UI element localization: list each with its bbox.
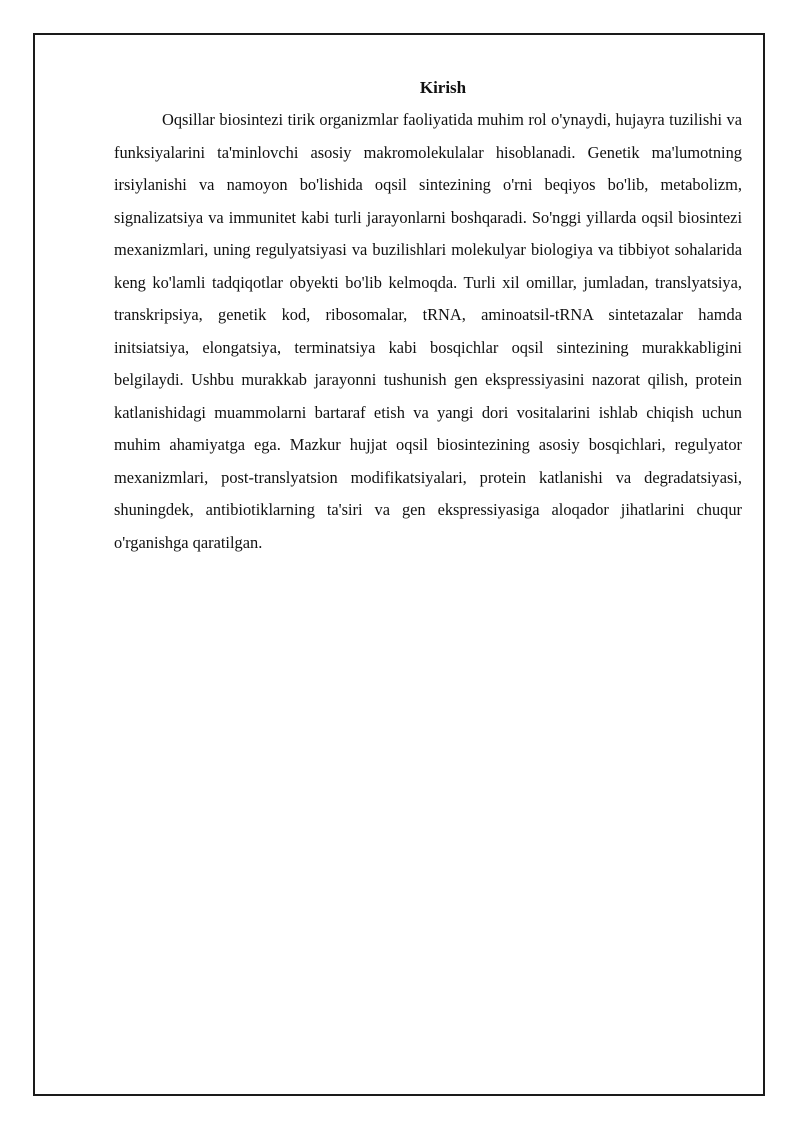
- page-title: Kirish: [419, 78, 467, 97]
- document-content: [114, 76, 742, 559]
- body-paragraph: Oqsillar biosintezi tirik organizmlar faoliyatida muhim rol o'ynaydi, hujayra tuzilishi va funksiyalarini ta'minlovchi asosiy makromolekulalar hisoblanadi. Genetik ma'lumotning irsiylanishi va namoyon bo'lishida oqsil sintezining o'rni beqiyos bo'lib, metabolizm, signalizatsiya va immunitet kabi turli jarayonlarni boshqaradi. So'nggi yillarda oqsil biosintezi mexanizmlari, uning regulyatsiyasi va buzilishlari molekulyar biologiya va tibbiyot sohalarida keng ko'lamli tadqiqotlar obyekti bo'lib kelmoqda. Turli xil omillar, jumladan, translyatsiya, transkripsiya, genetik kod, ribosomalar, tRNA, aminoatsil-tRNA sintetazalar hamda initsiatsiya, elongatsiya, terminatsiya kabi bosqichlar oqsil sintezining murakkabligini belgilaydi. Ushbu murakkab jarayonni tushunish gen ekspressiyasini nazorat qilish, protein katlanishidagi muammolarni bartaraf etish va yangi dori vositalarini ishlab chiqish uchun muhim ahamiyatga ega. Mazkur hujjat oqsil biosintezining asosiy bosqichlari, regulyator mexanizmlari, post-translyatsion modifikatsiyalari, protein katlanishi va degradatsiyasi, shuningdek, antibiotiklarning ta'siri va gen ekspressiyasiga aloqador jihatlarini chuqur o'rganishga qaratilgan.: [114, 110, 742, 552]
